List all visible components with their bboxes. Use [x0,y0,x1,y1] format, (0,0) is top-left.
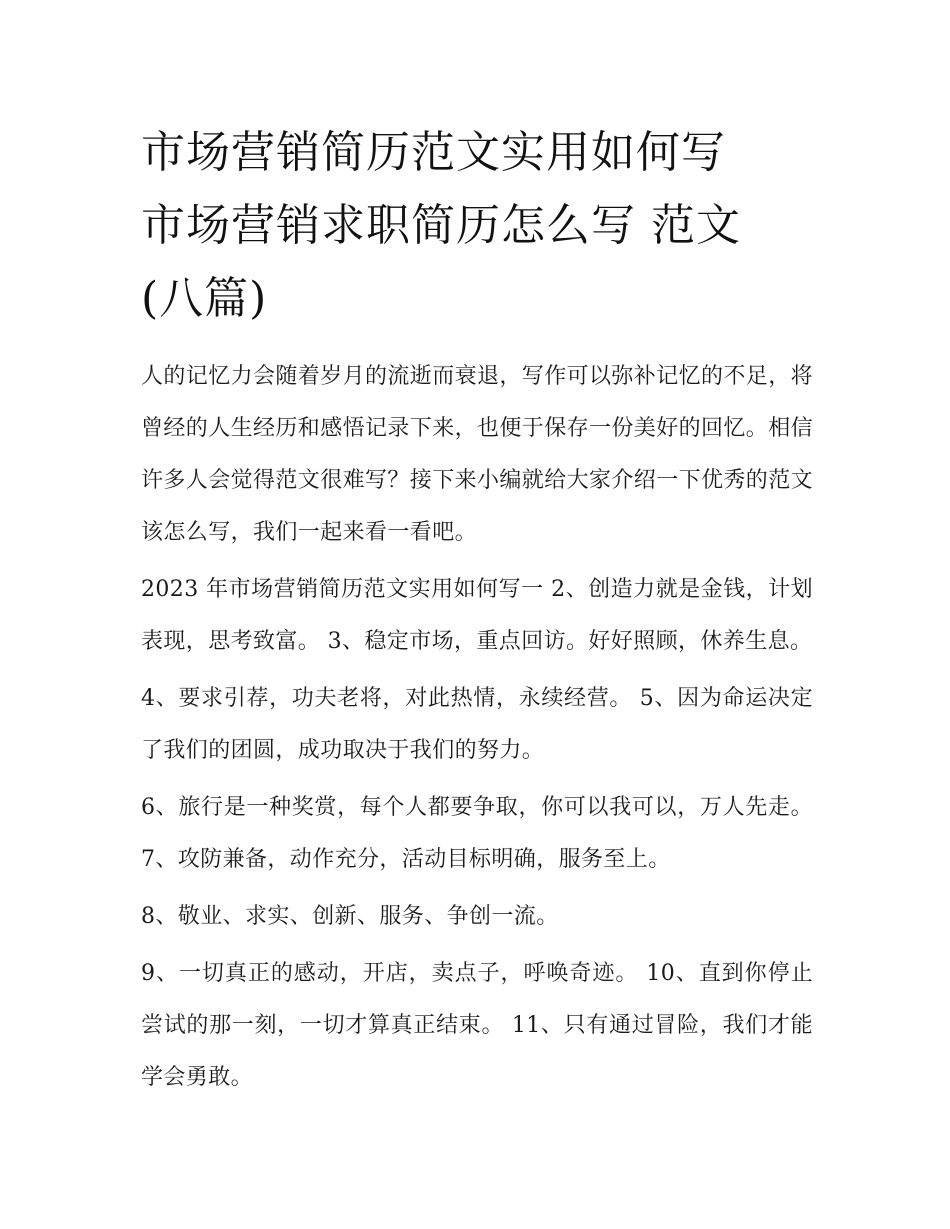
body-paragraph: 2023 年市场营销简历范文实用如何写一 2、创造力就是金钱，计划表现，思考致富。 3、稳定市场，重点回访。好好照顾，休养生息。 [141,577,813,654]
document-body [141,351,813,1104]
body-paragraph: 8、敬业、求实、创新、服务、争创一流。 [141,904,559,929]
body-paragraph: 4、要求引荐，功夫老将，对此热情，永续经营。 5、因为命运决定了我们的团圆，成功取决于我们的努力。 [141,686,813,763]
document-title [141,116,813,335]
title-line: 市场营销求职简历怎么写 范文 [141,200,741,251]
body-paragraph: 9、一切真正的感动，开店，卖点子，呼唤奇迹。 10、直到你停止尝试的那一刻，一切才算真正结束。 11、只有通过冒险，我们才能学会勇敢。 [141,961,813,1090]
title-line: 市场营销简历范文实用如何写 [141,127,726,178]
title-line: (八篇) [141,273,268,324]
intro-paragraph: 人的记忆力会随着岁月的流逝而衰退，写作可以弥补记忆的不足，将曾经的人生经历和感悟记录下来，也便于保存一份美好的回忆。相信许多人会觉得范文很难写？接下来小编就给大家介绍一下优秀的范文该怎么写，我们一起来看一看吧。 [141,364,814,545]
body-paragraph: 6、旅行是一种奖赏，每个人都要争取，你可以我可以，万人先走。 7、攻防兼备，动作充分，活动目标明确，服务至上。 [141,795,813,872]
document-content [141,116,813,1109]
